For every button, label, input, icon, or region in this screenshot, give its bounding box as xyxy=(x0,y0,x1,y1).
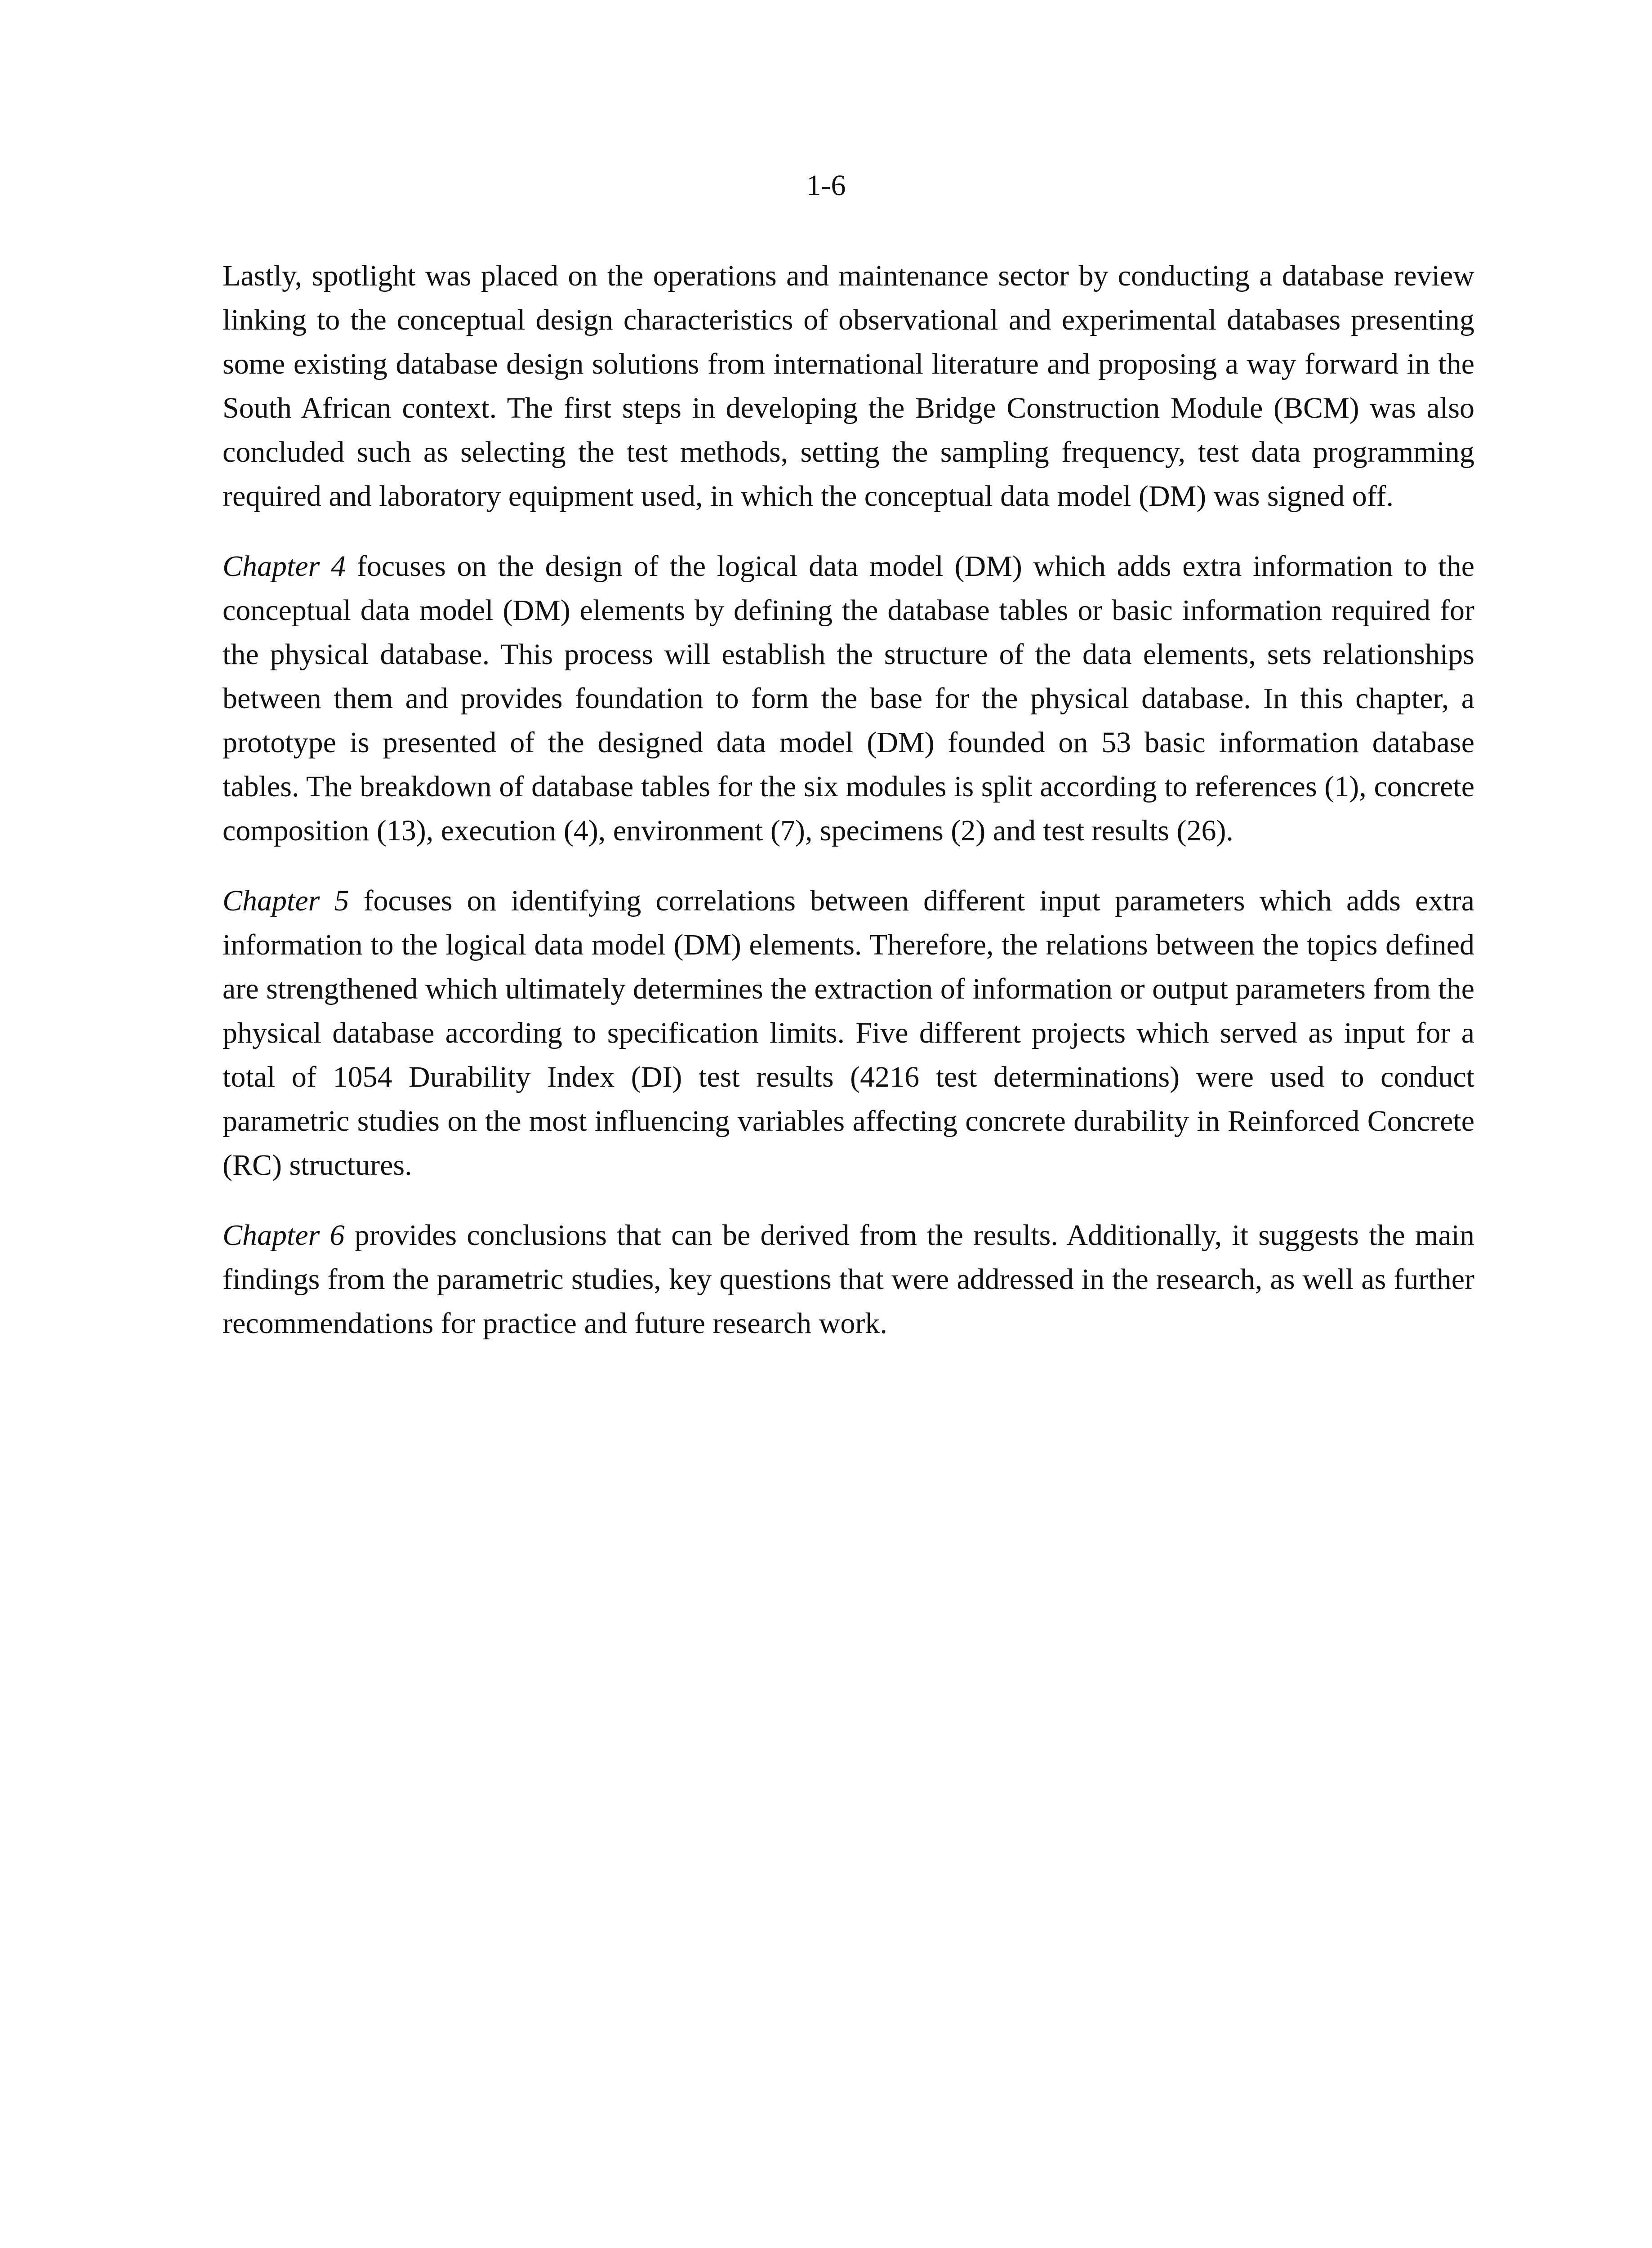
page-number: 1-6 xyxy=(806,169,846,202)
paragraph-text: focuses on the design of the logical data model (DM) which adds extra information to the conceptual data model (DM) elements by defining the database tables or basic information required for the physical database. This process will establish the structure of the data elements, sets relationships between them and provides foundation to form the base for the physical database. In this chapter, a prototype is presented of the designed data model (DM) founded on 53 basic information database tables. The breakdown of database tables for the six modules is split according to references (1), concrete composition (13), execution (4), environment (7), specimens (2) and test results (26). xyxy=(223,550,1475,847)
paragraph-text: provides conclusions that can be derived from the results. Additionally, it suggests the main findings from the parametric studies, key questions that were addressed in the research, as well as further recommendations for practice and future research work. xyxy=(223,1219,1474,1340)
paragraph-chapter-5 xyxy=(223,879,1474,1187)
paragraph-chapter-6 xyxy=(223,1213,1474,1346)
chapter-reference: Chapter 5 xyxy=(223,884,349,917)
paragraph-text: Lastly, spotlight was placed on the operations and maintenance sector by conducting a database review linking to the conceptual design characteristics of observational and experimental databases presenting some existing database design solutions from international literature and proposing a way forward in the South African context. The first steps in developing the Bridge Construction Module (BCM) was also concluded such as selecting the test methods, setting the sampling frequency, test data programming required and laboratory equipment used, in which the conceptual data model (DM) was signed off. xyxy=(223,259,1474,513)
paragraph-text: focuses on identifying correlations between different input parameters which adds extra information to the logical data model (DM) elements. Therefore, the relations between the topics defined are strengthened which ultimately determines the extraction of information or output parameters from the physical database according to specification limits. Five different projects which served as input for a total of 1054 Durability Index (DI) test results (4216 test determinations) were used to conduct parametric studies on the most influencing variables affecting concrete durability in Reinforced Concrete (RC) structures. xyxy=(223,884,1474,1182)
chapter-reference: Chapter 6 xyxy=(223,1219,345,1252)
paragraph-review-summary xyxy=(223,254,1474,518)
body-text xyxy=(223,254,1474,1372)
paragraph-chapter-4 xyxy=(223,544,1474,853)
chapter-reference: Chapter 4 xyxy=(223,550,346,583)
